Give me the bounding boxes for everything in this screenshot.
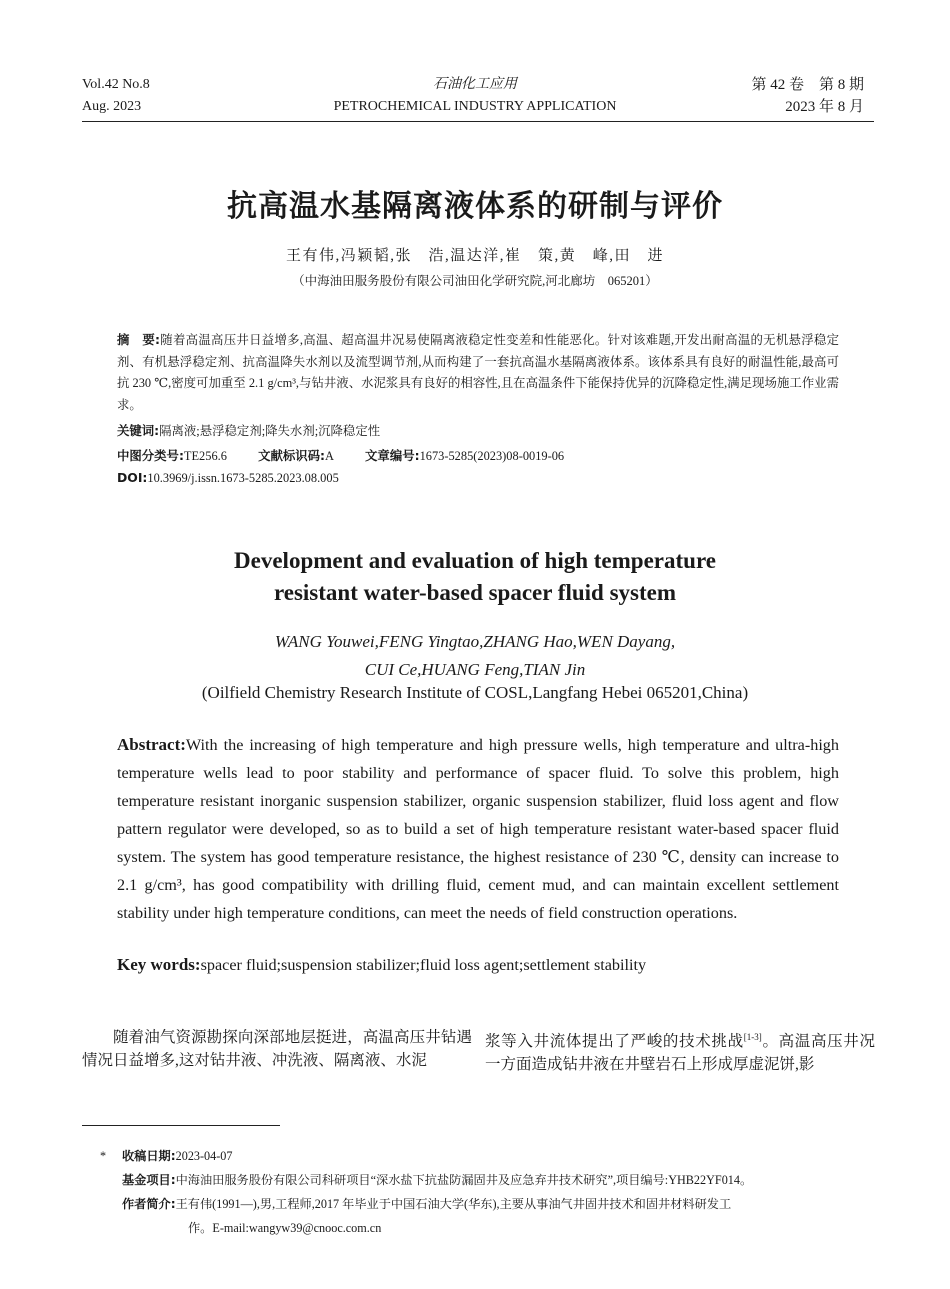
journal-name-en: PETROCHEMICAL INDUSTRY APPLICATION (333, 99, 617, 114)
article-number (365, 445, 564, 468)
document-code (258, 445, 334, 468)
abstract-cn-text: 随着高温高压井日益增多,高温、超高温井况易使隔离液稳定性变差和性能恶化。针对该难题,开发出耐高温的无机悬浮稳定剂、有机悬浮稳定剂、抗高温降失水剂以及流型调节剂,从而构建了一套抗高温水基隔离液体系。该体系具有良好的耐温性能,最高可抗 230 ℃,密度可加重至 2.1 g/cm³,与钻井液、水泥浆具有良好的相容性,且在高温条件下能保持优异的沉降稳定性,满足现场施工作业需求。 (117, 333, 839, 412)
authors-en-line-2: CUI Ce,HUANG Feng,TIAN Jin (364, 660, 586, 679)
footnote-received (100, 1144, 880, 1168)
title-en-line-2: resistant water-based spacer fluid system (273, 580, 677, 605)
body-paragraph: 随着油气资源勘探向深部地层挺进，高温高压井钻遇情况日益增多,这对钻井液、冲洗液、隔离液、水泥 (82, 1029, 472, 1069)
fund-value: 中海油田服务股份有限公司科研项目“深水盐下抗盐防漏固井及应急弃井技术研究”,项目编号:YHB22YF014。 (175, 1173, 753, 1187)
abstract-en (117, 731, 839, 927)
document-code-value: A (324, 449, 334, 463)
citation-ref: [1-3] (743, 1032, 762, 1042)
footnotes (100, 1144, 880, 1240)
header-right (751, 74, 864, 118)
footnote-star: * (100, 1149, 107, 1163)
author-bio-email: 作。E-mail:wangyw39@cnooc.com.cn (188, 1221, 382, 1235)
document-code-label: 文献标识码: (258, 448, 325, 463)
fund-label: 基金项目: (122, 1173, 176, 1187)
footnote-author-continued (100, 1216, 880, 1240)
clc-label: 中图分类号: (117, 448, 184, 463)
authors-en (0, 628, 950, 684)
abstract-en-text: With the increasing of high temperature and high pressure wells, high temperature and ultra-high temperature wells lead to poor stability and performance of spacer fluid. To solve this problem, high temperature resistant inorganic suspension stabilizer, organic suspension stabilizer, fluid loss agent and flow pattern regulator were developed, so as to build a set of high temperature resistant water-based spacer fluid system. The system has good temperature resistance, the highest resistance of 230 ℃, density can increase to 2.1 g/cm³, has good compatibility with drilling fluid, cement mud, and can maintain excellent settlement stability under high temperature conditions, can meet the needs of field construction operations. (117, 736, 839, 922)
clc-value: TE256.6 (183, 449, 227, 463)
keywords-en (117, 955, 646, 975)
footnote-rule (82, 1125, 280, 1126)
doi (117, 467, 339, 490)
keywords-cn (117, 420, 380, 443)
article-title-cn: 抗高温水基隔离液体系的研制与评价 (227, 189, 723, 224)
received-label: 收稿日期: (122, 1149, 176, 1163)
header-rule (82, 121, 874, 122)
author-bio-text: 王有伟(1991—),男,工程师,2017 年毕业于中国石油大学(华东),主要从事油气井固井技术和固井材料研发工 (175, 1197, 732, 1211)
footnote-author (100, 1192, 880, 1216)
doi-label: DOI: (117, 470, 148, 485)
keywords-cn-label: 关键词: (117, 423, 160, 438)
abstract-cn (117, 329, 839, 416)
affiliation-cn: （中海油田服务股份有限公司油田化学研究院,河北廊坊 065201） (292, 274, 658, 288)
authors-cn: 王有伟,冯颖韬,张 浩,温达洋,崔 策,黄 峰,田 进 (285, 248, 664, 264)
body-column-right (485, 1026, 875, 1076)
keywords-en-text: spacer fluid;suspension stabilizer;fluid loss agent;settlement stability (200, 956, 647, 974)
footnote-fund (100, 1168, 880, 1192)
volume-number: Vol.42 No.8 (82, 77, 150, 92)
doi-value: 10.3969/j.issn.1673-5285.2023.08.005 (147, 471, 339, 485)
volume-number-cn: 第 42 卷 第 8 期 (751, 77, 864, 93)
clc-number (117, 445, 227, 468)
keywords-en-label: Key words: (117, 955, 201, 974)
article-number-label: 文章编号: (365, 448, 420, 463)
author-bio-label: 作者简介: (122, 1197, 176, 1211)
body-text: 。高温高压井况一方面造成钻井液在井壁岩石上形成厚虚泥饼,影 (485, 1033, 875, 1074)
abstract-cn-label: 摘 要: (117, 332, 161, 347)
affiliation-en: (Oilfield Chemistry Research Institute of COSL,Langfang Hebei 065201,China) (201, 683, 749, 702)
keywords-cn-text: 隔离液;悬浮稳定剂;降失水剂;沉降稳定性 (159, 424, 381, 438)
issue-date-en: Aug. 2023 (82, 99, 142, 114)
classification-row (117, 445, 837, 468)
issue-date-cn: 2023 年 8 月 (785, 99, 864, 115)
received-date: 2023-04-07 (175, 1149, 233, 1163)
abstract-en-label: Abstract: (117, 735, 186, 754)
journal-name-cn: 石油化工应用 (433, 77, 517, 92)
body-text: 浆等入井流体提出了严峻的技术挑战 (485, 1033, 744, 1051)
article-number-value: 1673-5285(2023)08-0019-06 (419, 449, 565, 463)
title-en-line-1: Development and evaluation of high temperature (234, 548, 716, 573)
body-paragraph-continued (485, 1026, 875, 1076)
authors-en-line-1: WANG Youwei,FENG Yingtao,ZHANG Hao,WEN Dayang, (274, 632, 676, 651)
body-column-left (82, 1026, 472, 1072)
article-title-en (0, 545, 950, 609)
